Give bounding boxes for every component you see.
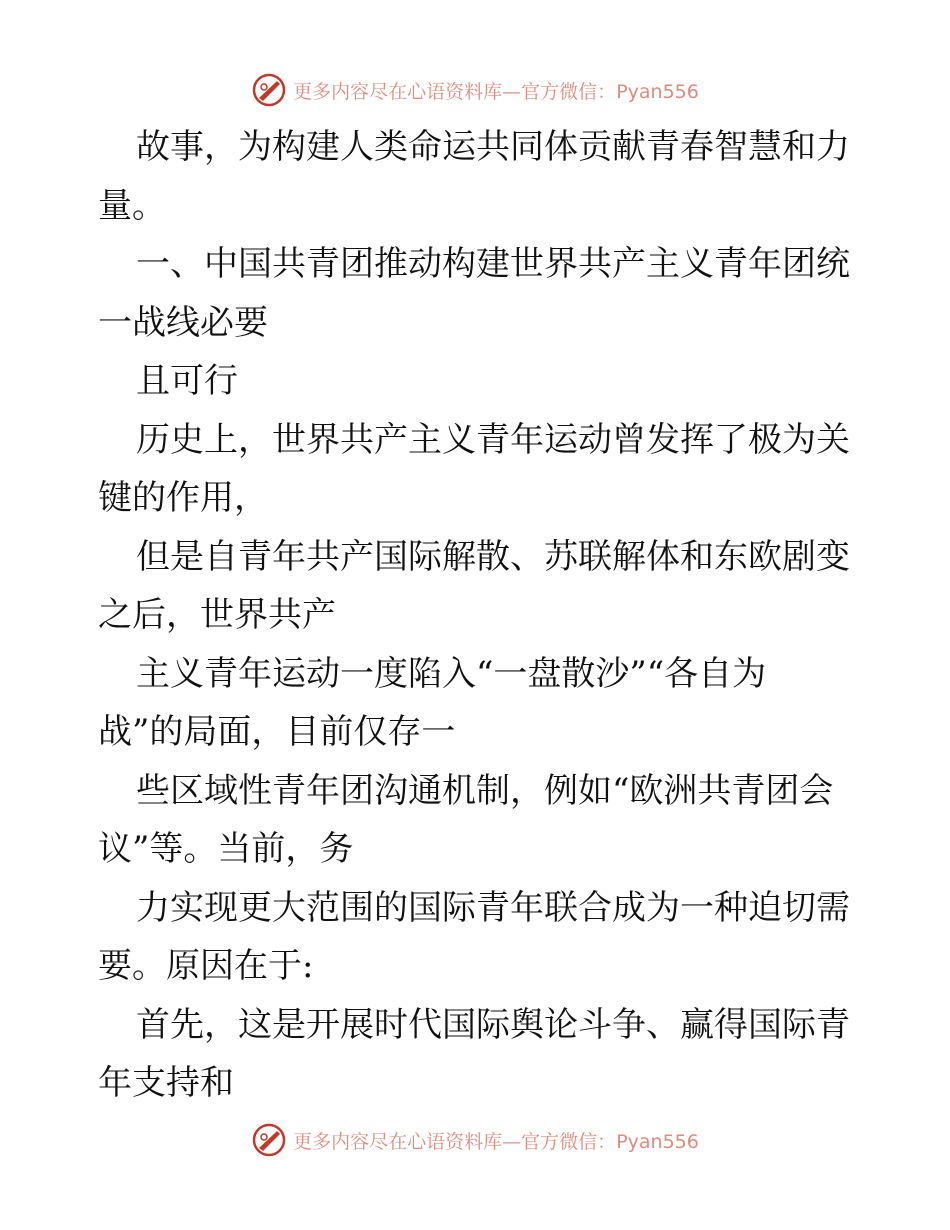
text-line-15: 要。原因在于: (98, 946, 314, 986)
text-line-6: 历史上，世界共产主义青年运动曾发挥了极为关 (136, 419, 850, 460)
text-line-5: 且可行 (136, 361, 238, 401)
text-line-7: 键的作用， (98, 478, 268, 518)
logo-icon (251, 1122, 287, 1158)
text-line-16: 首先，这是开展时代国际舆论斗争、赢得国际青 (136, 1004, 850, 1045)
banner-title: 更多内容尽在心语资料库 (293, 80, 503, 103)
text-line-14: 力实现更大范围的国际青年联合成为一种迫切需 (136, 887, 850, 928)
text-line-3: 一、中国共青团推动构建世界共产主义青年团统 (136, 244, 850, 284)
banner-wechat-id: Pyan556 (616, 80, 699, 103)
text-line-2: 量。 (98, 185, 166, 226)
banner-dash: — (502, 80, 522, 103)
banner-wechat-id: Pyan556 (616, 1130, 699, 1153)
footer-banner (0, 1120, 950, 1160)
text-line-4: 一战线必要 (98, 302, 268, 343)
banner-wechat-label: 官方微信： (521, 1130, 617, 1153)
text-line-13: 议”等。当前，务 (98, 829, 354, 869)
header-banner (0, 70, 950, 110)
body-text (98, 118, 854, 1113)
banner-dash: — (502, 1130, 522, 1153)
text-line-12: 些区域性青年团沟通机制，例如“欧洲共青团会 (136, 770, 834, 811)
text-line-1: 故事，为构建人类命运共同体贡献青春智慧和力 (136, 127, 850, 167)
text-line-10: 主义青年运动一度陷入“一盘散沙”“各自为 (136, 653, 767, 694)
banner-text (293, 77, 699, 104)
banner-title: 更多内容尽在心语资料库 (293, 1130, 503, 1153)
banner-text (293, 1127, 699, 1154)
logo-icon (251, 72, 287, 108)
banner-wechat-label: 官方微信： (521, 80, 617, 103)
text-line-9: 之后，世界共产 (98, 595, 336, 635)
text-line-11: 战”的局面，目前仅存一 (98, 712, 456, 752)
text-line-8: 但是自青年共产国际解散、苏联解体和东欧剧变 (136, 536, 850, 577)
text-line-17: 年支持和 (98, 1063, 234, 1103)
